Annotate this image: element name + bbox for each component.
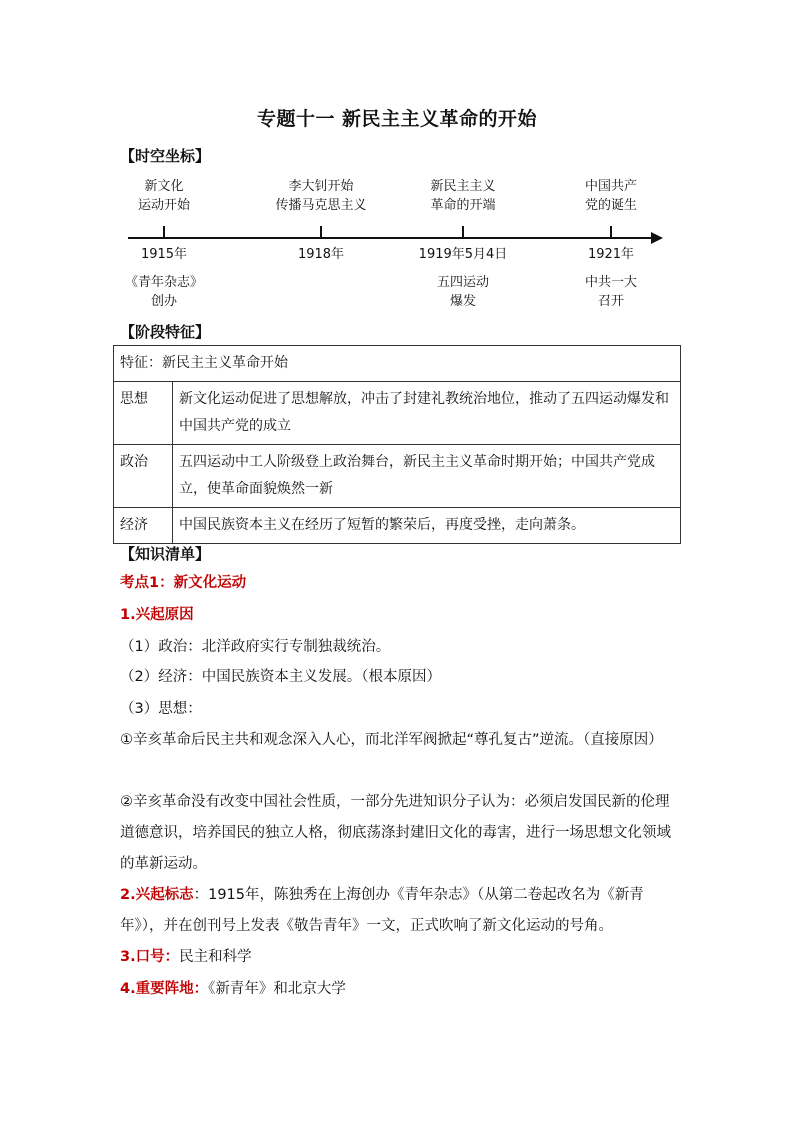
paragraph: ②辛亥革命没有改变中国社会性质，一部分先进知识分子认为：必须启发国民新的伦理道德意识，培养国民的独立人格，彻底荡涤封建旧文化的毒害，进行一场思想文化领域的革新运动。: [120, 794, 671, 872]
section-heading-knowledge: 【知识清单】: [120, 545, 211, 563]
timeline-tick: [462, 226, 464, 238]
event-label: 运动开始: [137, 198, 190, 213]
row-text: 新文化运动促进了思想解放，冲击了封建礼教统治地位，推动了五四运动爆发和中国共产党的成立: [173, 382, 681, 445]
event-label: 中共一大: [584, 275, 637, 290]
table-row: [114, 346, 681, 382]
row-text: 五四运动中工人阶级登上政治舞台，新民主主义革命时期开始；中国共产党成立，使革命面貌焕然一新: [173, 445, 681, 508]
event-label: 党的诞生: [584, 198, 637, 213]
table-header-cell: 特征：新民主主义革命开始: [114, 346, 681, 382]
timeline-event-above: [551, 177, 671, 215]
section-heading-timeline: 【时空坐标】: [120, 147, 211, 165]
table-row: [114, 508, 681, 544]
subheading-base: 4.重要阵地：: [120, 981, 209, 997]
event-label: 创办: [150, 294, 177, 309]
timeline-date: 1918年: [297, 247, 345, 262]
event-label: 召开: [597, 294, 624, 309]
timeline-tick: [610, 226, 612, 238]
event-label: 五四运动: [436, 275, 489, 290]
event-label: 新文化: [144, 179, 184, 194]
paragraph: （3）思想：: [120, 701, 202, 717]
timeline-event-above: [251, 177, 391, 215]
timeline-tick: [163, 226, 165, 238]
section-heading-features: 【阶段特征】: [120, 323, 211, 341]
paragraph-text: ：1915年，陈独秀在上海创办《青年杂志》（从第二卷起改名为《新青年》），并在创刊号上发表《敬告青年》一文，正式吹响了新文化运动的号角。: [120, 887, 644, 934]
timeline-event-below: [403, 273, 523, 311]
paragraph-text: 民主和科学: [179, 949, 252, 965]
event-label: 爆发: [449, 294, 476, 309]
paragraph: （2）经济：中国民族资本主义发展。（根本原因）: [120, 669, 441, 685]
paragraph-base: [120, 974, 346, 1005]
table-row: [114, 445, 681, 508]
timeline-event-above: [104, 177, 224, 215]
paragraph: ①辛亥革命后民主共和观念深入人心，而北洋军阀掀起“尊孔复古”逆流。（直接原因）: [120, 732, 663, 748]
event-label: 《青年杂志》: [124, 275, 203, 290]
timeline-axis: [128, 237, 653, 239]
event-label: 传播马克思主义: [275, 198, 367, 213]
timeline-date: 1915年: [140, 247, 188, 262]
arrow-head-icon: [651, 232, 663, 244]
subheading-slogan: 3.口号：: [120, 949, 180, 965]
timeline-event-above: [403, 177, 523, 215]
event-label: 革命的开端: [430, 198, 496, 213]
paragraph-text: 《新青年》和北京大学: [208, 981, 346, 997]
event-label: 中国共产: [584, 179, 637, 194]
timeline-date: 1921年: [587, 247, 635, 262]
features-table: [113, 345, 681, 544]
paragraph-slogan: [120, 942, 252, 973]
topic-heading: 考点1：新文化运动: [120, 575, 247, 591]
timeline-tick: [320, 226, 322, 238]
event-label: 新民主主义: [430, 179, 496, 194]
subheading-causes: 1.兴起原因: [120, 607, 194, 623]
row-label: 思想: [114, 382, 173, 445]
timeline-event-below: [104, 273, 224, 311]
timeline-date: 1919年5月4日: [418, 247, 508, 262]
table-row: [114, 382, 681, 445]
paragraph: （1）政治：北洋政府实行专制独裁统治。: [120, 639, 391, 655]
paragraph-marker: [120, 880, 680, 942]
timeline-event-below: [551, 273, 671, 311]
subheading-marker: 2.兴起标志: [120, 887, 194, 903]
row-label: 经济: [114, 508, 173, 544]
event-label: 李大钊开始: [288, 179, 354, 194]
row-text: 中国民族资本主义在经历了短暂的繁荣后，再度受挫，走向萧条。: [173, 508, 681, 544]
row-label: 政治: [114, 445, 173, 508]
page-title: 专题十一 新民主主义革命的开始: [256, 108, 538, 130]
